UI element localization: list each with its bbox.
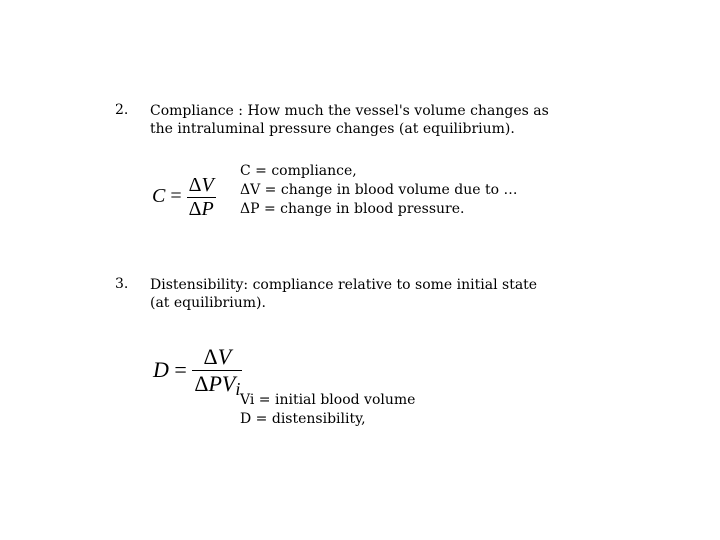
delta-symbol: Δ xyxy=(188,198,202,220)
distensibility-def-vi: Vi = initial blood volume xyxy=(240,392,416,408)
item-3-number: 3. xyxy=(115,276,129,292)
compliance-denominator xyxy=(187,197,216,221)
item-3-text: Distensibility: compliance relative to some initial state (at equilibrium). xyxy=(150,277,538,311)
delta-symbol: Δ xyxy=(188,174,202,196)
distensibility-formula-lhs: D xyxy=(153,357,169,383)
compliance-fraction xyxy=(187,174,216,221)
numerator-variable: V xyxy=(201,174,214,196)
distensibility-def-d: D = distensibility, xyxy=(240,411,366,427)
numerator-variable: V xyxy=(217,344,232,369)
item-2-text: Compliance : How much the vessel's volume changes as the intraluminal pressure changes (at equilibrium). xyxy=(150,103,549,137)
distensibility-formula-equals: = xyxy=(174,357,187,383)
denominator-variable: P xyxy=(201,198,214,220)
compliance-def-dp: ΔP = change in blood pressure. xyxy=(240,201,465,217)
compliance-formula xyxy=(152,174,216,221)
item-2-number: 2. xyxy=(115,102,129,118)
distensibility-formula xyxy=(153,344,242,400)
compliance-def-c: C = compliance, xyxy=(240,163,357,179)
delta-symbol: Δ xyxy=(203,344,218,369)
compliance-def-dv: ΔV = change in blood volume due to … xyxy=(240,182,518,198)
delta-symbol: Δ xyxy=(194,371,209,396)
distensibility-numerator xyxy=(192,344,242,370)
compliance-formula-lhs: C xyxy=(152,185,166,208)
distensibility-fraction xyxy=(192,344,242,400)
denominator-subscript: i xyxy=(235,379,241,399)
denominator-variable: PV xyxy=(208,371,236,396)
compliance-numerator xyxy=(187,174,216,197)
distensibility-denominator xyxy=(192,370,242,400)
compliance-formula-equals: = xyxy=(170,185,182,208)
